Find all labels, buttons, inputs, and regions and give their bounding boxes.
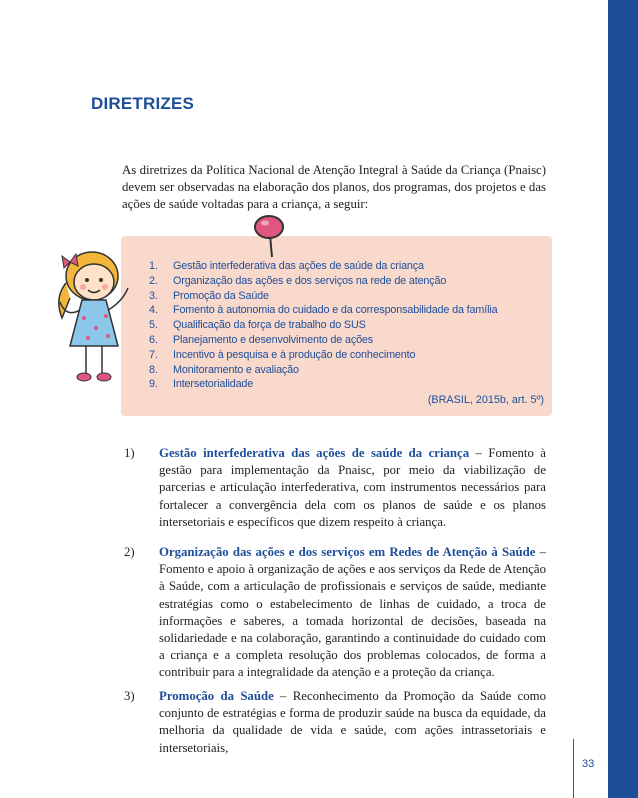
side-color-bar xyxy=(608,0,638,798)
directives-list xyxy=(149,259,497,392)
directive-paragraph-1: 1) Gestão interfederativa das ações de saúde da criança – Fomento à gestão para implementação da Pnaisc, por meio da viabilização de parcerias e articulação interfederativa, com instrumentos necessários para fortalecer a convergência dela com os planos de saúde e os planos intersetoriais e específicos que dizem respeito à criança. xyxy=(124,446,546,529)
list-item: 2. Organização das ações e dos serviços na rede de atenção xyxy=(149,274,447,287)
list-item: 5. Qualificação da força de trabalho do SUS xyxy=(149,319,366,332)
intro-paragraph: As diretrizes da Política Nacional de Atenção Integral à Saúde da Criança (Pnaisc) devem ser observadas na elaboração dos planos, dos programas, dos projetos e das ações de saúde voltadas para a criança, a seguir: xyxy=(122,163,546,211)
directive-term: Organização das ações e dos serviços em Redes de Atenção à Saúde xyxy=(159,545,536,559)
list-item: 4. Fomento à autonomia do cuidado e da corresponsabilidade da família xyxy=(149,304,498,317)
page-number: 33 xyxy=(582,758,595,770)
girl-illustration-icon xyxy=(56,238,136,388)
list-item: 7. Incentivo à pesquisa e à produção de conhecimento xyxy=(149,348,416,361)
citation: (BRASIL, 2015b, art. 5º) xyxy=(427,394,544,406)
list-item: 1. Gestão interfederativa das ações de saúde da criança xyxy=(149,260,424,272)
list-item: 9. Intersetorialidade xyxy=(149,378,254,391)
list-item: 3. Promoção da Saúde xyxy=(149,289,269,302)
directive-paragraph-2: 2) Organização das ações e dos serviços em Redes de Atenção à Saúde – Fomento e apoio à organização de ações e aos serviços da Rede de Atenção à Saúde, com a articulação de profissionais e serviços de saúde, mediante estratégias como o estabelecimento de linhas de cuidado, a troca de informações e saberes, a tomada horizontal de decisões, baseada na solidariedade e na colaboração, garantindo a continuidade do cuidado com a criança e a completa resolução dos problemas colocados, de forma a contribuir para a integralidade da atenção e a proteção da criança. xyxy=(124,545,546,680)
page-heading: DIRETRIZES xyxy=(91,94,195,113)
list-item: 6. Planejamento e desenvolvimento de ações xyxy=(149,333,374,346)
directive-term: Promoção da Saúde xyxy=(159,689,274,703)
directive-paragraph-3: 3) Promoção da Saúde – Reconhecimento da Promoção da Saúde como conjunto de estratégias e forma de produzir saúde na busca da equidade, da melhoria da qualidade de vida e saúde, com ações intrassetoriais e intersetoriais, xyxy=(124,689,546,755)
footer-divider xyxy=(573,739,574,798)
pushpin-icon xyxy=(250,213,290,259)
directive-term: Gestão interfederativa das ações de saúde da criança xyxy=(159,446,470,460)
list-item: 8. Monitoramento e avaliação xyxy=(149,363,299,376)
